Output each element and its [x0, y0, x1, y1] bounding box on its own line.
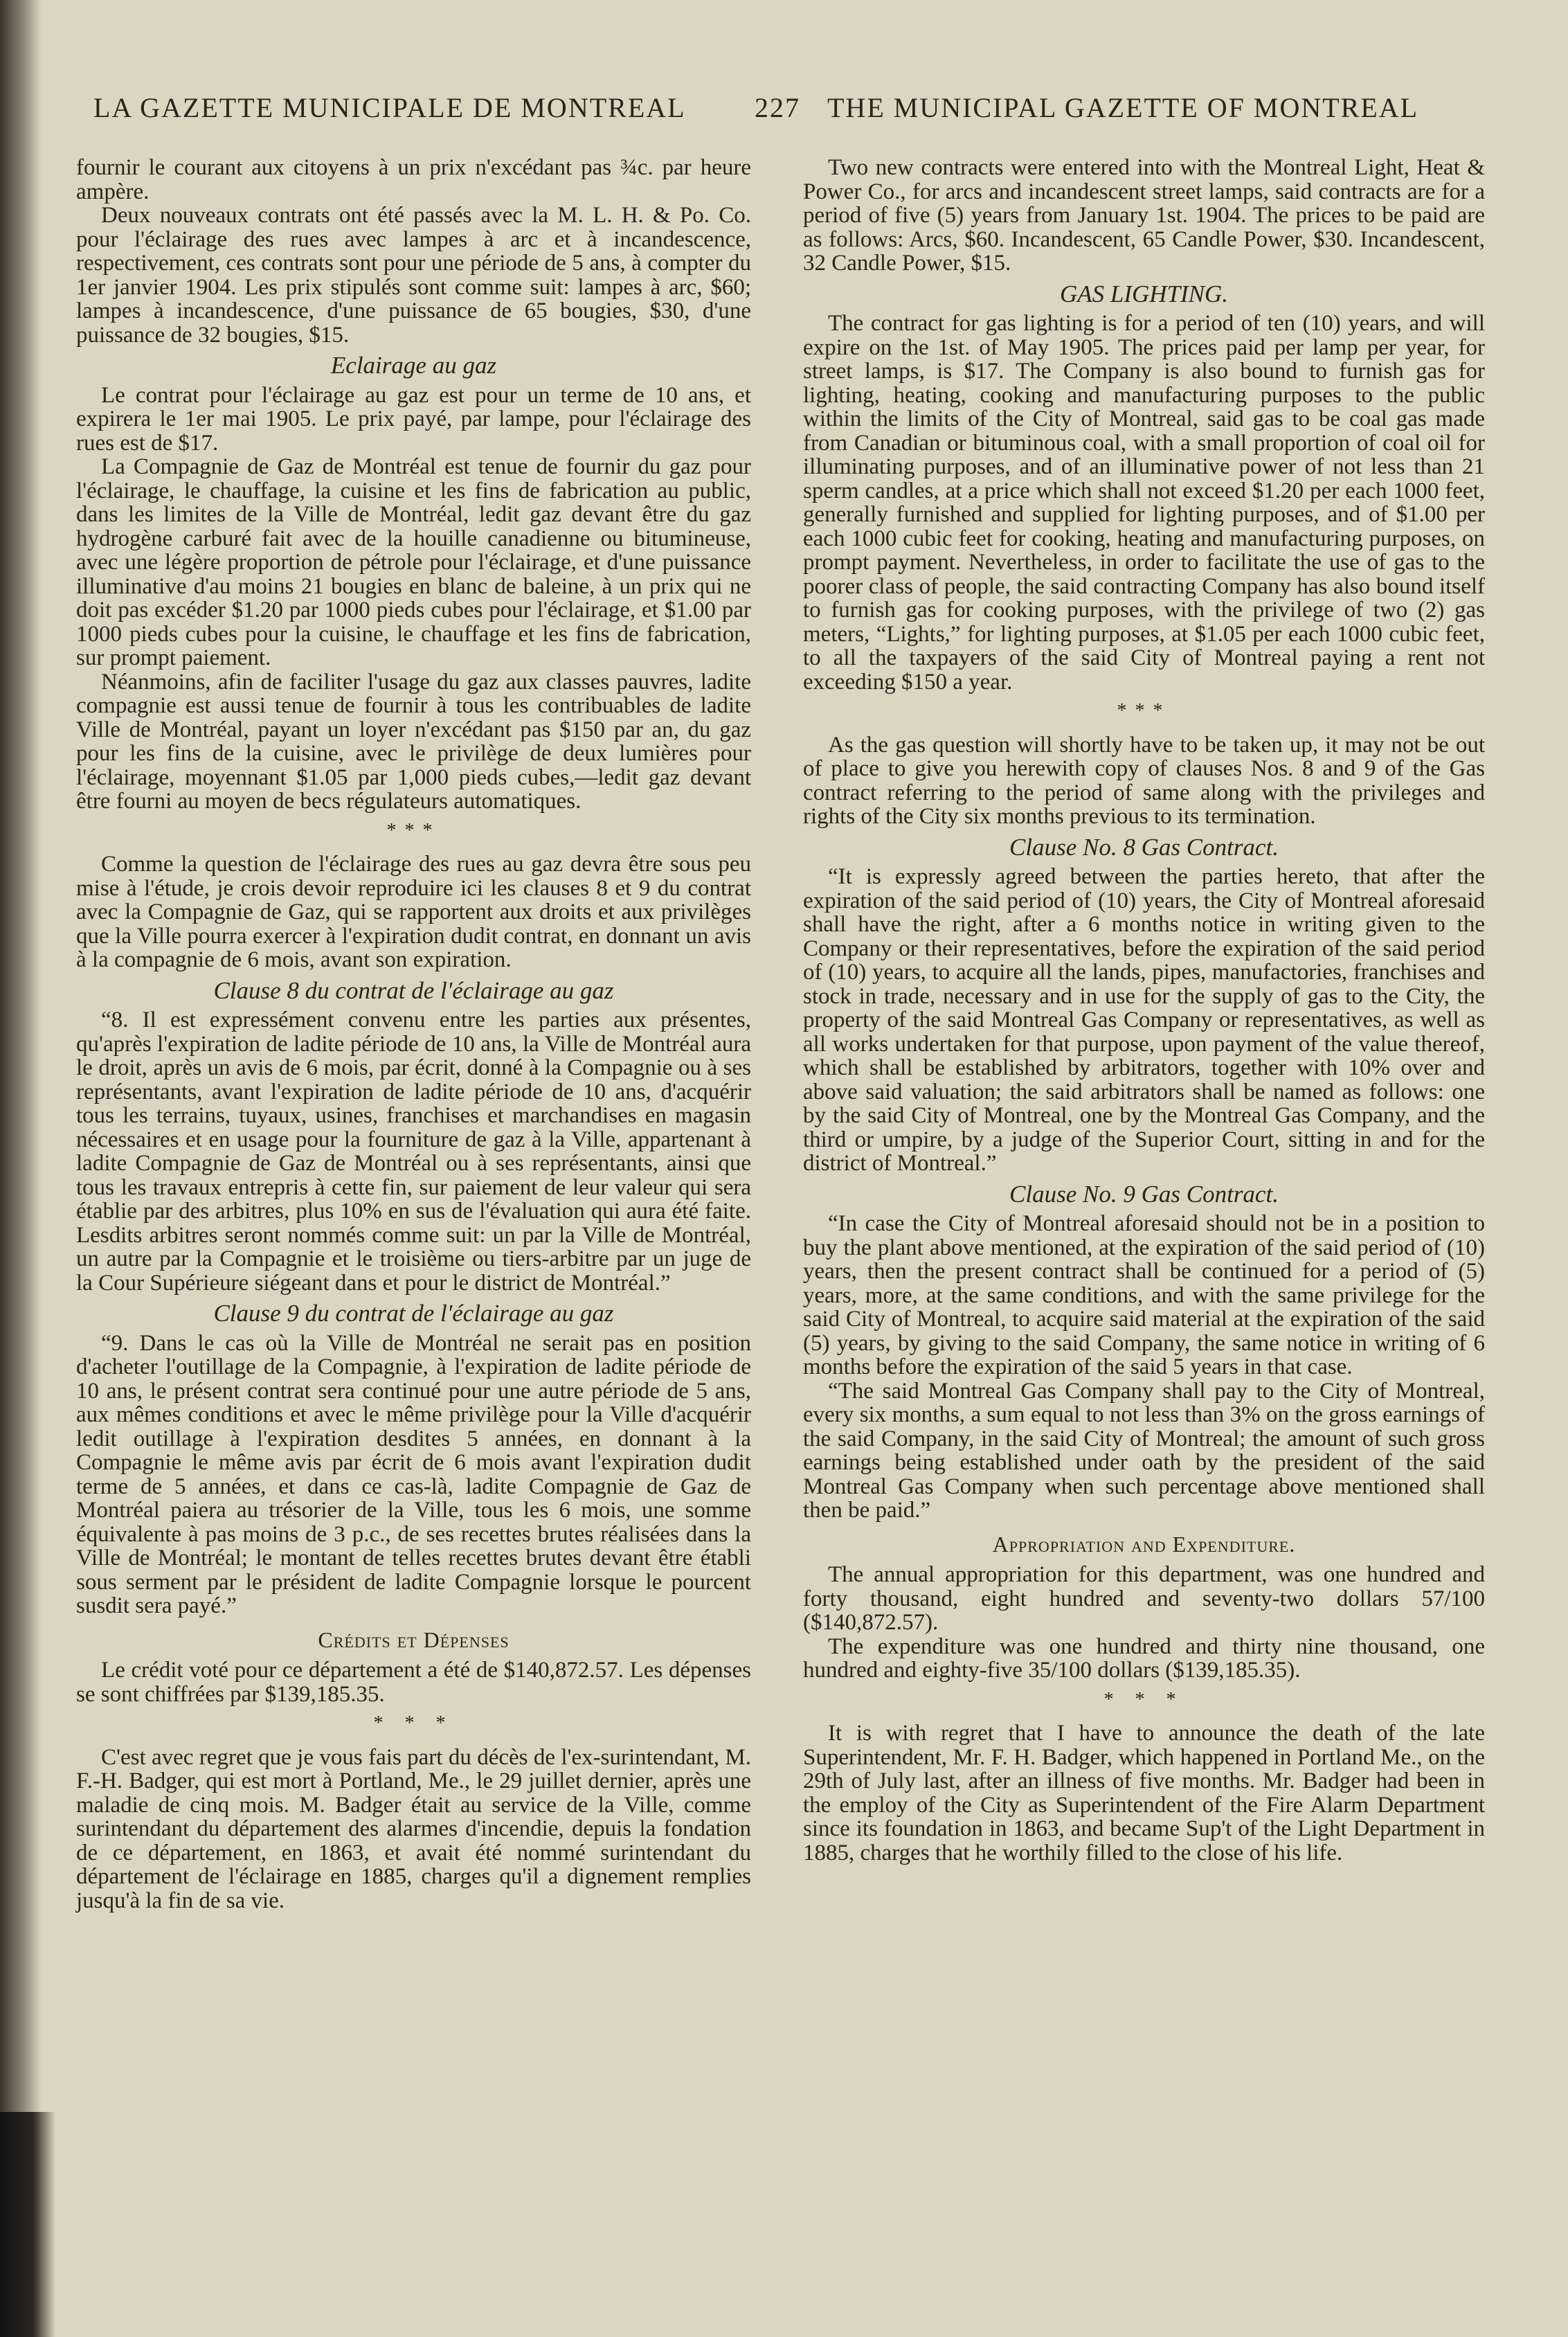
section-heading-gas-lighting: Eclairage au gaz	[330, 352, 497, 379]
book-spine-shadow-bottom	[0, 2112, 55, 2337]
section-heading-clause-8: Clause 8 du contrat de l'éclairage au gaz	[213, 976, 614, 1004]
paragraph: The expenditure was one hundred and thirty nine thousand, one hundred and eighty-five 35/100 dollars ($139,185.35).	[803, 1633, 1485, 1683]
paragraph: Le crédit voté pour ce département a été de $140,872.57. Les dépenses se sont chiffrées par $139,185.35.	[76, 1658, 751, 1707]
paragraph: As the gas question will shortly have to be taken up, it may not be out of place to give you herewith copy of clauses Nos. 8 and 9 of the Gas contract referring to the period of same along with the privileges and rights of the City six months previous to its termination.	[803, 732, 1485, 829]
section-separator: ***	[386, 819, 441, 841]
paragraph: La Compagnie de Gaz de Montréal est tenue de fournir du gaz pour l'éclairage, le chauffage, la cuisine et les fins de fabrication au public, dans les limites de la Ville de Montréal, ledit gaz devant être du gaz hydrogène carburé fait avec de la houille canadienne ou bitumineuse, avec une légère proportion de pétrole pour l'éclairage, et d'une puissance illuminative d'au moins 21 bougies en blanc de baleine, à un prix qui ne doit pas excéder $1.20 par 1000 pieds cubes pour l'éclairage, et $1.00 par 1000 pieds cubes pour la cuisine, le chauffage et les fins de fabrication, sur prompt paiement.	[76, 454, 751, 670]
section-separator: * * *	[1103, 1688, 1184, 1710]
header-title-english: THE MUNICIPAL GAZETTE OF MONTREAL	[827, 92, 1419, 123]
section-heading-clause-8: Clause No. 8 Gas Contract.	[1009, 833, 1279, 861]
paragraph: fournir le courant aux citoyens à un prix n'excédant pas ¾c. par heure ampère.	[76, 155, 751, 204]
section-heading-credits: Crédits et Dépenses	[318, 1627, 510, 1652]
paragraph: The contract for gas lighting is for a period of ten (10) years, and will expire on the 1st. of May 1905. The prices paid per lamp per year, for street lamps, is $17. The Company is also bound to furnish gas for lighting, heating, cooking and manufacturing purposes to the public within the limits of the City of Montreal, said gas to be coal gas made from Canadian or bituminous coal, with a small proportion of coal oil for illuminating purposes, and of an illuminative power of not less than 21 sperm candles, at a price which shall not exceed $1.20 per each 1000 feet, generally furnished and supplied for lighting purposes, and of $1.00 per each 1000 cubic feet for cooking, heating and manufacturing purposes, on prompt payment. Nevertheless, in order to facilitate the use of gas to the poorer class of people, the said contracting Company has also bound itself to furnish gas for cooking purposes, with the privilege of two (2) gas meters, “Lights,” for lighting purposes, at $1.05 per each 1000 cubic feet, to all the taxpayers of the said City of Montreal paying a rent not exceeding $150 a year.	[803, 311, 1485, 695]
paragraph: Comme la question de l'éclairage des rues au gaz devra être sous peu mise à l'étude, je crois devoir reproduire ici les clauses 8 et 9 du contrat avec la Compagnie de Gaz, qui se rapportent aux droits et aux privilèges que la Ville pourra exercer à l'expiration dudit contrat, en donnant un avis à la compagnie de 6 mois, avant son expiration.	[76, 852, 751, 972]
book-spine-shadow	[0, 0, 42, 2337]
section-heading-appropriation: Appropriation and Expenditure.	[992, 1531, 1296, 1557]
english-column	[803, 156, 1485, 1865]
paragraph: Two new contracts were entered into with the Montreal Light, Heat & Power Co., for arcs and incandescent street lamps, said contracts are for a period of five (5) years from January 1st. 1904. The prices to be paid are as follows: Arcs, $60. Incandescent, 65 Candle Power, $30. Incandescent, 32 Candle Power, $15.	[803, 155, 1485, 276]
paragraph: “The said Montreal Gas Company shall pay to the City of Montreal, every six months, a sum equal to not less than 3% on the gross earnings of the said Company, in the said City of Montreal; the amount of such gross earnings being established under oath by the president of the said Montreal Gas Company when such percentage above mentioned shall then be paid.”	[803, 1378, 1485, 1523]
paragraph: “9. Dans le cas où la Ville de Montréal ne serait pas en position d'acheter l'outillage de la Compagnie, à l'expiration de ladite période de 10 ans, le présent contrat sera continué pour une autre période de 5 ans, aux mêmes conditions et avec le même privilège pour la Ville d'acquérir ledit outillage à l'expiration desdites 5 années, en donnant à la Compagnie le même avis par écrit de 6 mois avant l'expiration dudit terme de 5 années, et dans ce cas-là, ladite Compagnie de Gaz de Montréal paiera au trésorier de la Ville, tous les 6 mois, une somme équivalente à pas moins de 3 p.c., de ses recettes brutes réalisées dans la Ville de Montréal; le montant de telles recettes brutes devant être établi sous serment par le président de ladite Compagnie lorsque le pourcent susdit sera payé.”	[76, 1330, 751, 1618]
french-column	[76, 156, 751, 1913]
paragraph: Néanmoins, afin de faciliter l'usage du gaz aux classes pauvres, ladite compagnie est aussi tenue de fournir à tous les contribuables de ladite Ville de Montréal, payant un loyer n'excédant pas $150 par an, du gaz pour les fins de la cuisine, avec le privilège de deux lumières pour l'éclairage, moyennant $1.05 par 1,000 pieds cubes,—ledit gaz devant être fourni au moyen de becs régulateurs automatiques.	[76, 669, 751, 814]
paragraph: C'est avec regret que je vous fais part du décès de l'ex-surintendant, M. F.-H. Badger, qui est mort à Portland, Me., le 29 juillet dernier, après une maladie de cinq mois. M. Badger était au service de la Ville, comme surintendant du département des alarmes d'incendie, depuis la fondation de ce département, en 1863, et avait été nommé surintendant du département de l'éclairage en 1885, charges qu'il a dignement remplies jusqu'à la fin de sa vie.	[76, 1744, 751, 1913]
section-separator: * * *	[373, 1712, 454, 1734]
paragraph: “In case the City of Montreal aforesaid should not be in a position to buy the plant above mentioned, at the expiration of the said period of (10) years, then the present contract shall be continued for a period of (5) years, more, at the same conditions, and with the same privilege for the said City of Montreal, to acquire said material at the expiration of the said (5) years, by giving to the said Company, the same notice in writing of 6 months before the expiration of the said 5 years in that case.	[803, 1211, 1485, 1379]
paragraph: Le contrat pour l'éclairage au gaz est pour un terme de 10 ans, et expirera le 1er mai 1905. Le prix payé, par lampe, pour l'éclairage des rues est de $17.	[76, 382, 751, 456]
paragraph: “It is expressly agreed between the parties hereto, that after the expiration of the said period of (10) years, the City of Montreal aforesaid shall have the right, after a 6 months notice in writing given to the Company or their representatives, before the expiration of the said period of (10) years, to acquire all the lands, pipes, manufactories, franchises and stock in trade, necessary and in use for the supply of gas to the City, the property of the said Montreal Gas Company or representatives, as well as all works undertaken for that purpose, upon payment of the value thereof, which shall be established by arbitrators, together with 10% over and above said valuation; the said arbitrators shall be named as follows: one by the said City of Montreal, one by the Montreal Gas Company, and the third or umpire, by a judge of the Superior Court, sitting in and for the district of Montreal.”	[803, 864, 1485, 1176]
paragraph: It is with regret that I have to announce the death of the late Superintendent, Mr. F. H. Badger, which happened in Portland Me., on the 29th of July last, after an illness of five months. Mr. Badger had been in the employ of the City as Superintendent of the Fire Alarm Department since its foundation in 1863, and became Sup't of the Light Department in 1885, charges that he worthily filled to the close of his life.	[803, 1721, 1485, 1865]
paragraph: The annual appropriation for this department, was one hundred and forty thousand, eight hundred and seventy-two dollars 57/100 ($140,872.57).	[803, 1562, 1485, 1635]
paragraph: “8. Il est expressément convenu entre les parties aux présentes, qu'après l'expiration de ladite période de 10 ans, la Ville de Montréal aura le droit, après un avis de 6 mois, par écrit, donné à la Compagnie ou à ses représentants, avant l'expiration de ladite période de 10 ans, d'acquérir tous les terrains, tuyaux, usines, franchises et marchandises en magasin nécessaires et en usage pour la fourniture de gaz à la Ville, appartenant à ladite Compagnie de Gaz de Montréal ou à ses représentants, ainsi que tous les travaux entrepris à cette fin, sur paiement de leur valeur qui sera établie par des arbitres, plus 10% en sus de l'évaluation qui aura été faite. Lesdits arbitres seront nommés comme suit: un par la Ville de Montréal, un autre par la Compagnie et le troisième ou tiers-arbitre par un juge de la Cour Supérieure siégeant dans et pour le district de Montréal.”	[76, 1008, 751, 1296]
section-heading-gas-lighting: GAS LIGHTING.	[1059, 280, 1229, 307]
section-separator: ***	[1117, 700, 1171, 722]
section-heading-clause-9: Clause No. 9 Gas Contract.	[1009, 1180, 1279, 1208]
paragraph: Deux nouveaux contrats ont été passés avec la M. L. H. & Po. Co. pour l'éclairage des rues avec lampes à arc et à incandescence, respectivement, ces contrats sont pour une période de 5 ans, à compter du 1er janvier 1904. Les prix stipulés sont comme suit: lampes à arc, $60; lampes à incandescence, d'une puissance de 65 bougies, $30, d'une puissance de 32 bougies, $15.	[76, 203, 751, 348]
section-heading-clause-9: Clause 9 du contrat de l'éclairage au gaz	[213, 1300, 614, 1327]
header-title-french: LA GAZETTE MUNICIPALE DE MONTREAL	[93, 92, 686, 123]
page-number: 227	[755, 92, 800, 123]
